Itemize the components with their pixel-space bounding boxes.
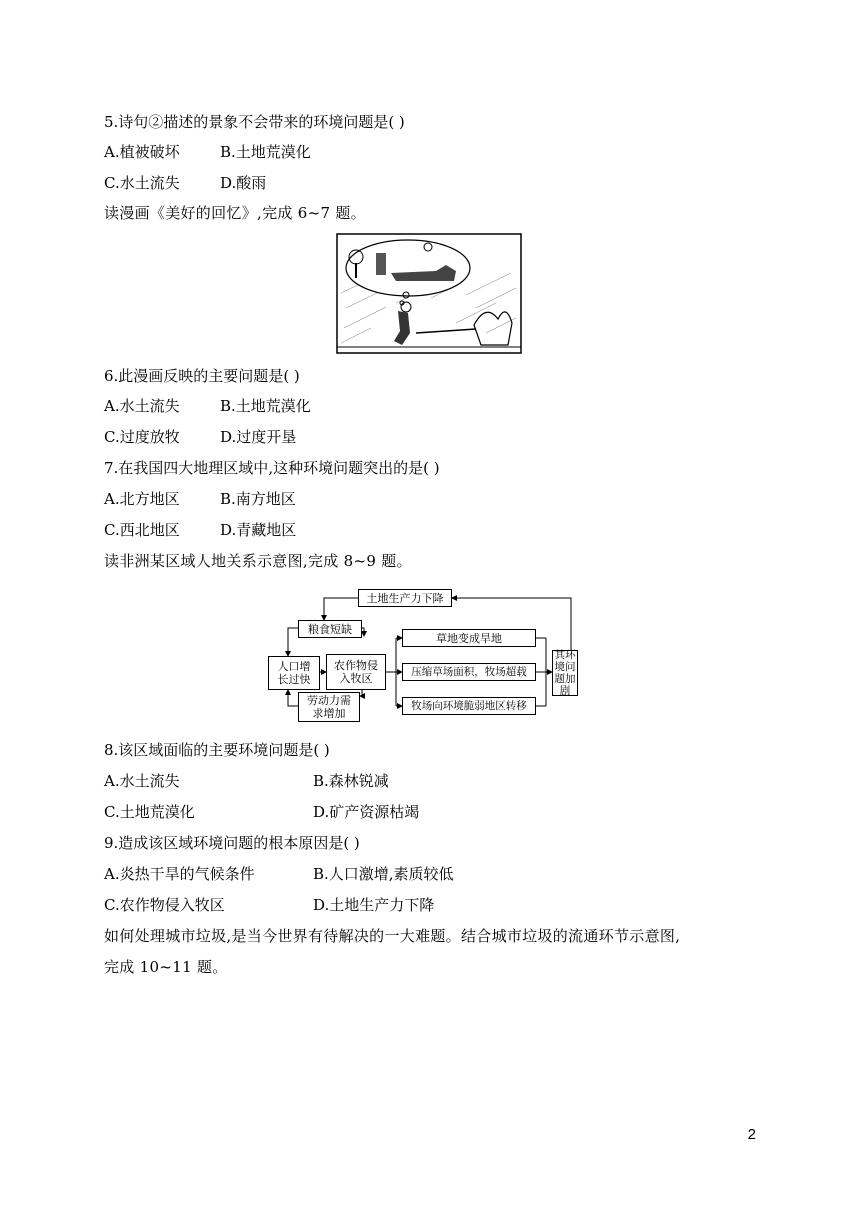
q9-option-b: B.人口激增,素质较低 xyxy=(313,865,454,883)
box-labor-demand-increase: 劳动力需求增加 xyxy=(298,692,360,722)
q6-option-d: D.过度开垦 xyxy=(220,428,297,446)
q5-option-c: C.水土流失 xyxy=(104,174,180,192)
q6-option-a: A.水土流失 xyxy=(104,397,180,415)
q8-option-d: D.矿产资源枯竭 xyxy=(313,803,420,821)
box-crops-invade-pasture: 农作物侵入牧区 xyxy=(326,654,386,690)
intro-10-11-line2: 完成 10~11 题。 xyxy=(104,958,228,976)
cartoon-beautiful-memory xyxy=(336,233,522,354)
q9-option-d: D.土地生产力下降 xyxy=(313,896,435,914)
q8-stem: 8.该区域面临的主要环境问题是( ) xyxy=(104,741,330,759)
q9-option-a: A.炎热干旱的气候条件 xyxy=(104,865,255,883)
q5-stem: 5.诗句②描述的景象不会带来的环境问题是( ) xyxy=(104,113,405,131)
q8-option-a: A.水土流失 xyxy=(104,772,180,790)
q5-option-d: D.酸雨 xyxy=(220,174,267,192)
q7-option-d: D.青藏地区 xyxy=(220,521,297,539)
box-land-productivity-decline: 土地生产力下降 xyxy=(358,589,452,607)
box-environment-worsens: 其环境问题加剧 xyxy=(552,650,578,696)
q7-option-a: A.北方地区 xyxy=(104,490,180,508)
q6-option-b: B.土地荒漠化 xyxy=(220,397,311,415)
q6-stem: 6.此漫画反映的主要问题是( ) xyxy=(104,367,300,385)
q6-option-c: C.过度放牧 xyxy=(104,428,180,446)
q5-option-a: A.植被破坏 xyxy=(104,143,180,161)
box-pasture-shift: 牧场向环境脆弱地区转移 xyxy=(402,697,536,715)
q7-option-b: B.南方地区 xyxy=(220,490,296,508)
box-grassland-to-dryland: 草地变成旱地 xyxy=(402,629,536,647)
intro-10-11-line1: 如何处理城市垃圾,是当今世界有待解决的一大难题。结合城市垃圾的流通环节示意图, xyxy=(104,927,681,945)
q8-option-c: C.土地荒漠化 xyxy=(104,803,195,821)
q9-option-c: C.农作物侵入牧区 xyxy=(104,896,225,914)
box-pasture-overload: 压缩草场面积，牧场超载 xyxy=(402,663,536,681)
q5-option-b: B.土地荒漠化 xyxy=(220,143,311,161)
human-land-diagram xyxy=(266,586,578,722)
intro-6-7: 读漫画《美好的回忆》,完成 6~7 题。 xyxy=(104,204,366,222)
page-number: 2 xyxy=(747,1126,756,1143)
intro-8-9: 读非洲某区域人地关系示意图,完成 8~9 题。 xyxy=(104,552,412,570)
box-grain-shortage: 粮食短缺 xyxy=(298,620,362,638)
box-population-growth: 人口增长过快 xyxy=(268,656,320,690)
q7-option-c: C.西北地区 xyxy=(104,521,180,539)
q9-stem: 9.造成该区域环境问题的根本原因是( ) xyxy=(104,834,360,852)
q7-stem: 7.在我国四大地理区域中,这种环境问题突出的是( ) xyxy=(104,459,440,477)
q8-option-b: B.森林锐减 xyxy=(313,772,389,790)
